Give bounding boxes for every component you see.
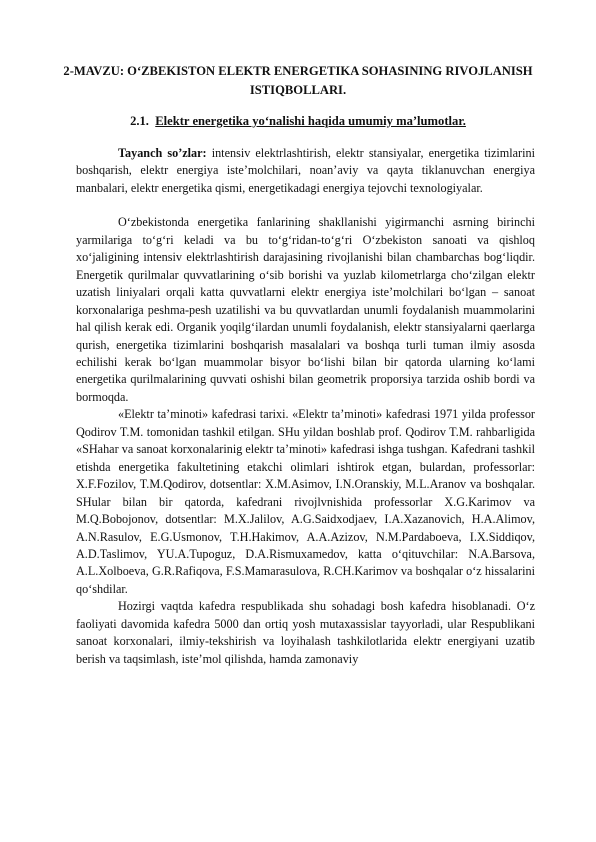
section-heading [60, 113, 536, 129]
paragraph-2: «Elektr ta’minoti» kafedrasi tarixi. «Elektr ta’minoti» kafedrasi 1971 yilda professor Qodirov T.M. tomonidan tashkil etilgan. SHu yildan boshlab prof. Qodirov T.M. rahbarligida «SHahar va sanoat korxonalarinig elektr ta’minoti» kafedrasi ishga tushgan. Kafedrani tashkil etishda energetika fakultetining etakchi olimlari ishtirok etgan, bulardan, professorlar: X.F.Fozilov, T.M.Qodirov, dotsentlar: X.M.Asimov, I.N.Oranskiy, M.L.Aranov va boshqalar. SHular bilan bir qatorda, kafedrani rivojlvnishida professorlar X.G.Karimov va M.Q.Bobojonov, dotsentlar: M.X.Jalilov, A.G.Saidxodjaev, I.A.Xazanovich, H.A.Alimov, A.N.Rasulov, E.G.Usmonov, T.H.Hakimov, A.A.Azizov, N.M.Pardaboeva, I.X.Siddiqov, A.D.Taslimov, YU.A.Tupoguz, D.A.Rismuxamedov, katta o‘qituvchilar: N.A.Barsova, A.L.Xolboeva, G.R.Rafiqova, F.S.Mamarasulova, R.CH.Karimov va boshqalar o‘z hissalarini qo‘shdilar. [76, 407, 535, 596]
body-text [76, 145, 535, 668]
paragraph-1: O‘zbekistonda energetika fanlarining shakllanishi yigirmanchi asrning birinchi yarmilariga to‘g‘ri keladi va bu to‘g‘ridan-to‘g‘ri O‘zbekiston sanoati va qishloq xo‘jaligining intensiv elektrlashtirish darajasining rivojlanishi bilan chambarchas bog‘liqdir. Energetik qurilmalar quvvatlarining o‘sib borishi va yuzlab kilometrlarga cho‘zilgan elektr uzatish liniyalari orqali katta quvvatlarni elektr energiya iste’molchilari bo‘lgan – sanoat korxonalariga peshma-pesh uzatilishi va bu quvvatlardan unumli foydalanish muammolarini hal qilish kerak edi. Organik yoqilg‘ilardan unumli foydalanish, elektr stansiyalarni qaerlarga qurish, energetika tizimlarini boshqarish masalalari va boshqa turli tuman ilmiy asosda echilishi kerak bo‘lgan muammolar bisyor bo‘lishi bilan bir qatorda ularning ko‘lami energetika qurilmalarining quvvati oshishi bilan geometrik proporsiya tarzida oshib bordi va bormoqda. [76, 215, 535, 404]
chapter-title: 2-MAVZU: O‘ZBEKISTON ELEKTR ENERGETIKA SOHASINING RIVOJLANISH ISTIQBOLLARI. [63, 64, 533, 97]
paragraph-3: Hozirgi vaqtda kafedra respublikada shu sohadagi bosh kafedra hisoblanadi. O‘z faoliyati davomida kafedra 5000 dan ortiq yosh mutaxassislar tayyorladi, ular Respublikani sanoat korxonalari, ilmiy-tekshirish va loyihalash tashkilotlarida elektr energiyani uzatib berish va taqsimlash, iste’mol qilishda, hamda zamonaviy [76, 599, 535, 666]
section-title: Elektr energetika yo‘nalishi haqida umumiy ma’lumotlar. [155, 114, 466, 128]
keywords-text: intensiv elektrlashtirish, elektr stansiyalar, energetika tizimlarini boshqarish, elektr energiya iste’molchilari, noan’aviy va qayta tiklanuvchan energiya manbalari, elektr energetika qismi, energetikadagi energiya tejovchi texnologiyalar. [76, 146, 535, 195]
section-number: 2.1. [130, 114, 149, 128]
keywords-paragraph [76, 145, 535, 197]
keywords-label: Tayanch so’zlar: [118, 146, 207, 160]
